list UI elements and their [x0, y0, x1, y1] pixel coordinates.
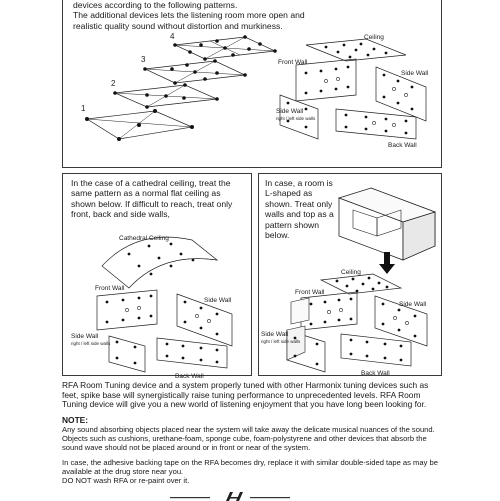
pattern-number-4: 4	[170, 32, 175, 41]
intro-line: The additional devices lets the listening room more open and	[73, 10, 305, 21]
note-paragraph-1: Any sound absorbing objects placed near the system will take away the delicate musical nuances of the sound. Objects such as cushions, urethane-foam, sponge cube, foam-polystyrene and other devices that absorb the sound wave should not be placed around or in front or near of the system.	[62, 424, 435, 452]
pattern-1	[81, 104, 194, 141]
pattern-3	[141, 55, 247, 85]
side-wall-left-label: Side Wall	[71, 333, 99, 340]
side-wall-right-label: Side Wall	[204, 297, 232, 304]
top-intro	[73, 0, 373, 31]
ceiling-label: Ceiling	[341, 269, 361, 276]
down-arrow-icon	[379, 252, 395, 274]
lshape-panel	[258, 173, 442, 376]
note-heading: NOTE:	[62, 414, 89, 425]
cathedral-panel	[62, 173, 252, 380]
note-paragraph-2: In case, the adhesive backing tape on the RFA becomes dry, replace it with similar double-sided tape as may be available at the drug store near you.	[62, 457, 438, 476]
room-exploded-diagram	[276, 35, 436, 147]
top-panel	[62, 0, 442, 168]
side-wall-note: right / left side walls	[276, 116, 316, 121]
front-wall-label: Front Wall	[278, 59, 308, 66]
front-wall-label: Front Wall	[295, 289, 325, 296]
side-wall-right-label: Side Wall	[399, 301, 427, 308]
back-wall-label: Back Wall	[175, 373, 204, 380]
cathedral-room-diagram	[67, 226, 247, 380]
intro-line: realistic quality sound without distortion and murkiness.	[73, 20, 283, 31]
back-wall-label: Back Wall	[361, 370, 390, 377]
pattern-2	[111, 79, 219, 109]
summary-paragraph: RFA Room Tuning device and a system properly tuned with other Harmonix tuning devices such as feet, spike base will synergistically raise tuning performance to unprecedented levels. RFA Room Tuning device will give you a new world of listening enjoyment that you have long been looking for.	[62, 380, 429, 410]
front-wall-label: Front Wall	[95, 285, 125, 292]
side-wall-note: right / left side walls	[261, 339, 301, 344]
bottom-text	[62, 381, 446, 485]
pattern-staircase	[77, 32, 277, 159]
lshape-exploded-diagram	[261, 269, 441, 377]
pattern-4	[170, 32, 277, 61]
pattern-number-3: 3	[141, 55, 146, 64]
ceiling-label: Ceiling	[364, 34, 384, 41]
cathedral-ceiling-label: Cathedral Ceiling	[119, 235, 169, 242]
side-wall-note: right / left side walls	[71, 341, 111, 346]
lshape-text: In case, a room is L-shaped as shown. Treat only walls and top as a pattern shown below.	[265, 178, 334, 241]
intro-line: devices according to the following patterns.	[73, 0, 238, 10]
back-wall-label: Back Wall	[388, 142, 417, 149]
side-wall-right-label: Side Wall	[401, 70, 429, 77]
pattern-number-2: 2	[111, 79, 116, 88]
cathedral-text: In the case of a cathedral ceiling, treat the same pattern as a normal flat ceiling as shown below. If difficult to reach, treat only front, back and side walls,	[71, 178, 233, 220]
side-wall-left-label: Side Wall	[276, 108, 304, 115]
note-paragraph-3: DO NOT wash RFA or re-paint over it.	[62, 475, 190, 485]
side-wall-left-label: Side Wall	[261, 331, 289, 338]
pattern-number-1: 1	[81, 104, 86, 113]
